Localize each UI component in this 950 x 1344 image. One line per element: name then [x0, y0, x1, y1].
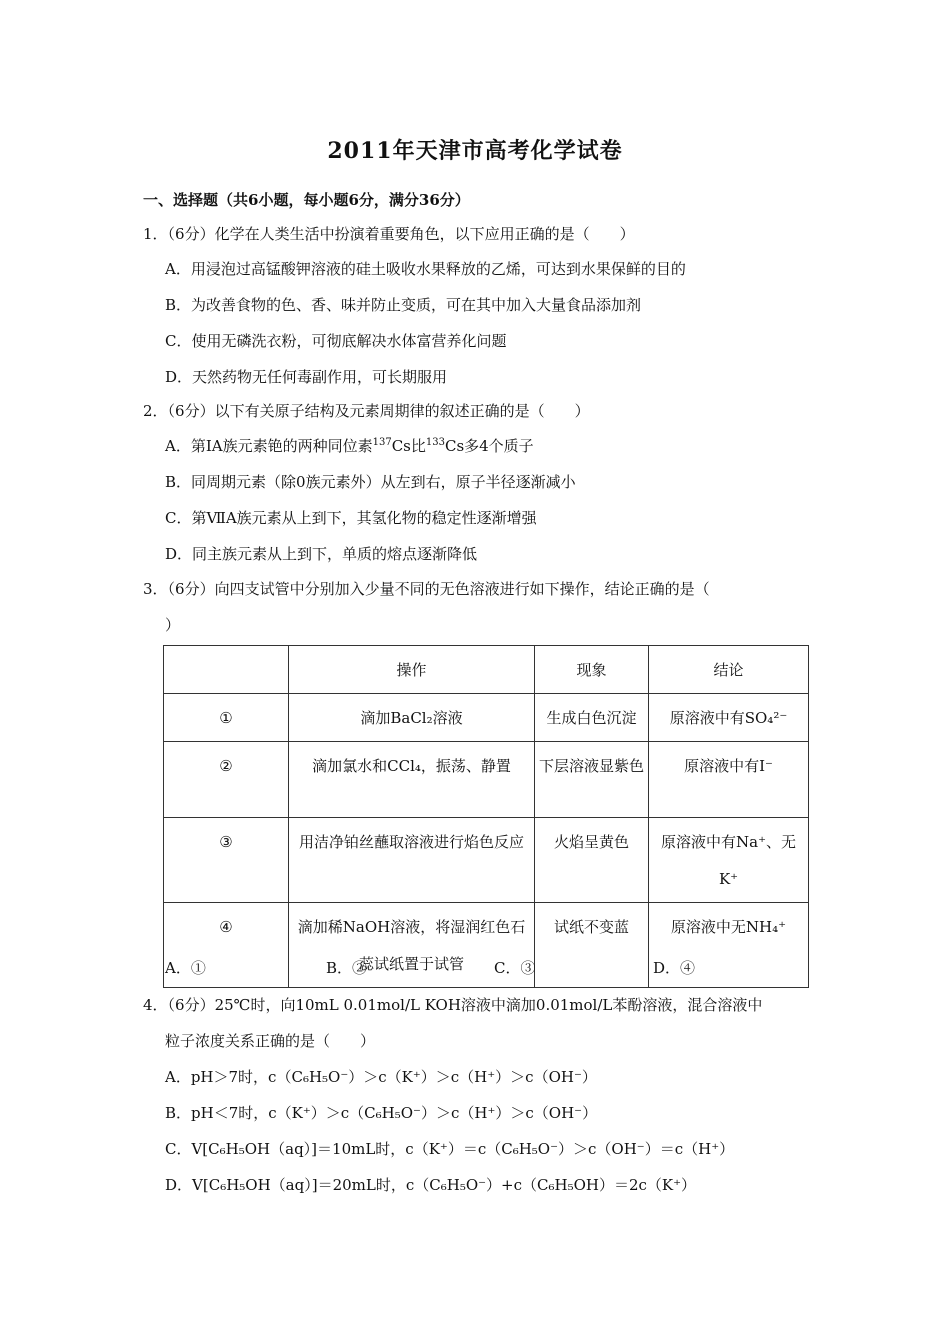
row-operation: 滴加稀NaOH溶液，将湿润红色石蕊试纸置于试管	[289, 903, 535, 988]
option-a-text-2: Cs比	[391, 437, 426, 455]
isotope-mass-133: 133	[425, 437, 445, 448]
question-1-option-d: D．天然药物无任何毒副作用，可长期服用	[165, 368, 448, 386]
table-row	[164, 742, 809, 818]
table-row	[164, 694, 809, 742]
question-1-option-b: B．为改善食物的色、香、味并防止变质，可在其中加入大量食品添加剂	[165, 296, 642, 314]
question-2-stem: 2．（6分）以下有关原子结构及元素周期律的叙述正确的是（ ）	[143, 402, 590, 420]
row-phenomenon: 生成白色沉淀	[535, 694, 649, 742]
isotope-mass-137: 137	[372, 437, 392, 448]
question-1-option-a: A．用浸泡过高锰酸钾溶液的硅土吸收水果释放的乙烯，可达到水果保鲜的目的	[165, 260, 686, 278]
question-4-option-a: A．pH＞7时，c（C₆H₅O⁻）＞c（K⁺）＞c（H⁺）＞c（OH⁻）	[165, 1068, 597, 1086]
question-2-option-d: D．同主族元素从上到下，单质的熔点逐渐降低	[165, 545, 478, 563]
row-operation: 用洁净铂丝蘸取溶液进行焰色反应	[289, 818, 535, 903]
question-4-stem-continued: 粒子浓度关系正确的是（ ）	[165, 1032, 376, 1050]
question-2-option-c: C．第ⅦA族元素从上到下，其氢化物的稳定性逐渐增强	[165, 509, 537, 527]
question-3-option-b: B．②	[326, 959, 368, 977]
question-3-stem: 3．（6分）向四支试管中分别加入少量不同的无色溶液进行如下操作，结论正确的是（	[143, 580, 710, 598]
row-conclusion: 原溶液中有Na⁺、无K⁺	[649, 818, 809, 903]
question-2-option-b: B．同周期元素（除0族元素外）从左到右，原子半径逐渐减小	[165, 473, 576, 491]
question-4-option-b: B．pH＜7时，c（K⁺）＞c（C₆H₅O⁻）＞c（H⁺）＞c（OH⁻）	[165, 1104, 598, 1122]
table-header-conclusion: 结论	[649, 646, 809, 694]
row-conclusion: 原溶液中有I⁻	[649, 742, 809, 818]
question-3-option-a: A．①	[165, 959, 206, 977]
row-phenomenon: 下层溶液显紫色	[535, 742, 649, 818]
question-4-stem: 4．（6分）25℃时，向10mL 0.01mol/L KOH溶液中滴加0.01mol/L苯酚溶液，混合溶液中	[143, 996, 763, 1014]
row-operation: 滴加BaCl₂溶液	[289, 694, 535, 742]
table-header-row	[164, 646, 809, 694]
table-row	[164, 818, 809, 903]
section-heading: 一、选择题（共6小题，每小题6分，满分36分）	[143, 191, 470, 209]
row-number: ②	[164, 742, 289, 818]
row-number: ①	[164, 694, 289, 742]
row-phenomenon: 火焰呈黄色	[535, 818, 649, 903]
question-4-option-d: D．V[C₆H₅OH（aq）]＝20mL时，c（C₆H₅O⁻）+c（C₆H₅OH）＝2c（K⁺）	[165, 1176, 697, 1194]
question-3-option-c: C．③	[494, 959, 536, 977]
question-4-option-c: C．V[C₆H₅OH（aq）]＝10mL时，c（K⁺）＝c（C₆H₅O⁻）＞c（OH⁻）＝c（H⁺）	[165, 1140, 735, 1158]
question-2-option-a	[165, 436, 534, 456]
question-1-stem: 1．（6分）化学在人类生活中扮演着重要角色，以下应用正确的是（ ）	[143, 225, 635, 243]
question-3-option-d: D．④	[653, 959, 696, 977]
table-header-blank	[164, 646, 289, 694]
table-header-phenomenon: 现象	[535, 646, 649, 694]
option-a-text-3: Cs多4个质子	[444, 437, 534, 455]
row-conclusion: 原溶液中无NH₄⁺	[649, 903, 809, 988]
row-number: ④	[164, 903, 289, 988]
page-title: 2011年天津市高考化学试卷	[327, 138, 623, 164]
row-operation: 滴加氯水和CCl₄，振荡、静置	[289, 742, 535, 818]
option-a-text-1: A．第IA族元素铯的两种同位素	[165, 437, 373, 455]
table-row	[164, 903, 809, 988]
row-conclusion: 原溶液中有SO₄²⁻	[649, 694, 809, 742]
operations-table	[163, 645, 809, 988]
question-1-option-c: C．使用无磷洗衣粉，可彻底解决水体富营养化问题	[165, 332, 507, 350]
question-3-stem-end: ）	[165, 616, 181, 634]
row-phenomenon: 试纸不变蓝	[535, 903, 649, 988]
row-number: ③	[164, 818, 289, 903]
table-header-operation: 操作	[289, 646, 535, 694]
